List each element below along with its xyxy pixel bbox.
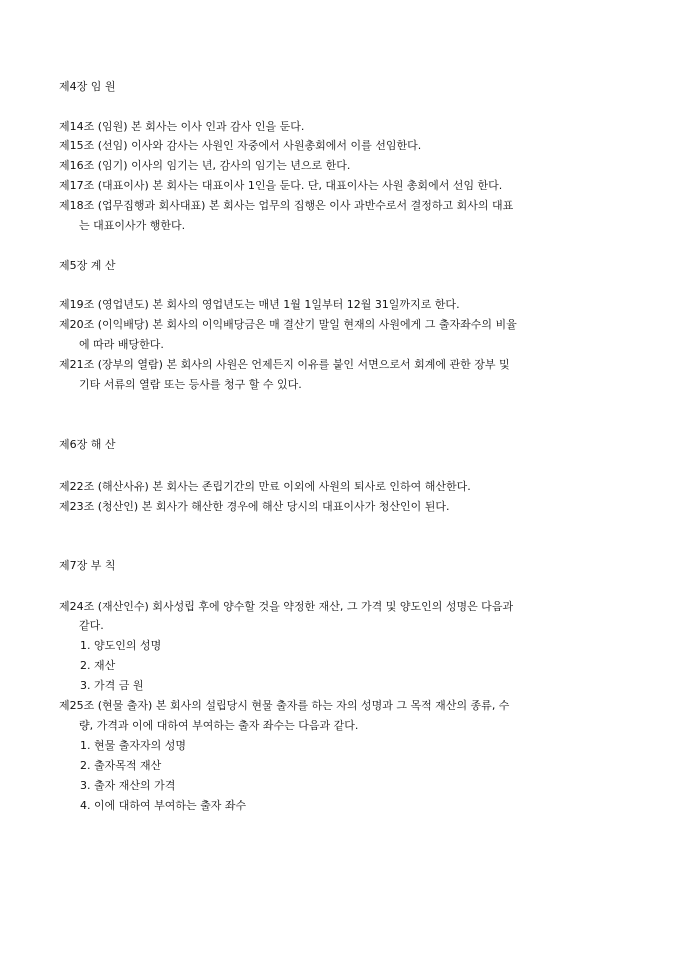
article-24-item: 2. 재산 <box>80 659 116 672</box>
article-20-line-1: 제20조 (이익배당) 본 회사의 이익배당금은 매 결산기 말일 현재의 사원에게 그 출자좌수의 비율 <box>59 318 517 331</box>
article-25-line-2: 량, 가격과 이에 대하여 부여하는 출자 좌수는 다음과 같다. <box>79 719 359 732</box>
article-25-item: 3. 출자 재산의 가격 <box>80 779 176 792</box>
article-14: 제14조 (임원) 본 회사는 이사 인과 감사 인을 둔다. <box>59 120 305 133</box>
article-21-line-2: 기타 서류의 열람 또는 등사를 청구 할 수 있다. <box>79 378 302 391</box>
article-23: 제23조 (청산인) 본 회사가 해산한 경우에 해산 당시의 대표이사가 청산인이 된다. <box>59 500 450 513</box>
chapter-6-heading: 제6장 해 산 <box>59 438 116 451</box>
chapter-4-heading: 제4장 임 원 <box>59 80 116 93</box>
article-19: 제19조 (영업년도) 본 회사의 영업년도는 매년 1월 1일부터 12월 31일까지로 한다. <box>59 298 460 311</box>
chapter-5-heading: 제5장 계 산 <box>59 259 116 272</box>
article-16: 제16조 (임기) 이사의 임기는 년, 감사의 임기는 년으로 한다. <box>59 159 351 172</box>
article-25-item: 1. 현물 출자자의 성명 <box>80 739 186 752</box>
article-25-item: 2. 출자목적 재산 <box>80 759 162 772</box>
article-24-item: 1. 양도인의 성명 <box>80 639 162 652</box>
article-24-line-1: 제24조 (재산인수) 회사성립 후에 양수할 것을 약정한 재산, 그 가격 및 양도인의 성명은 다음과 <box>59 600 514 613</box>
article-24-item: 3. 가격 금 원 <box>80 679 144 692</box>
article-21-line-1: 제21조 (장부의 열람) 본 회사의 사원은 언제든지 이유를 붙인 서면으로서 회계에 관한 장부 및 <box>59 358 510 371</box>
article-18-line-2: 는 대표이사가 행한다. <box>79 219 186 232</box>
article-24-line-2: 같다. <box>79 619 104 632</box>
chapter-7-heading: 제7장 부 칙 <box>59 559 116 572</box>
article-18-line-1: 제18조 (업무집행과 회사대표) 본 회사는 업무의 집행은 이사 과반수로서 결정하고 회사의 대표 <box>59 199 514 212</box>
article-17: 제17조 (대표이사) 본 회사는 대표이사 1인을 둔다. 단, 대표이사는 사원 총회에서 선임 한다. <box>59 179 503 192</box>
article-25-item: 4. 이에 대하여 부여하는 출자 좌수 <box>80 799 247 812</box>
article-20-line-2: 에 따라 배당한다. <box>79 338 164 351</box>
article-15: 제15조 (선임) 이사와 감사는 사원인 자중에서 사원총회에서 이를 선임한다. <box>59 139 422 152</box>
article-22: 제22조 (해산사유) 본 회사는 존립기간의 만료 이외에 사원의 퇴사로 인하여 해산한다. <box>59 480 471 493</box>
article-25-line-1: 제25조 (현물 출자) 본 회사의 설립당시 현물 출자를 하는 자의 성명과 그 목적 재산의 종류, 수 <box>59 699 510 712</box>
